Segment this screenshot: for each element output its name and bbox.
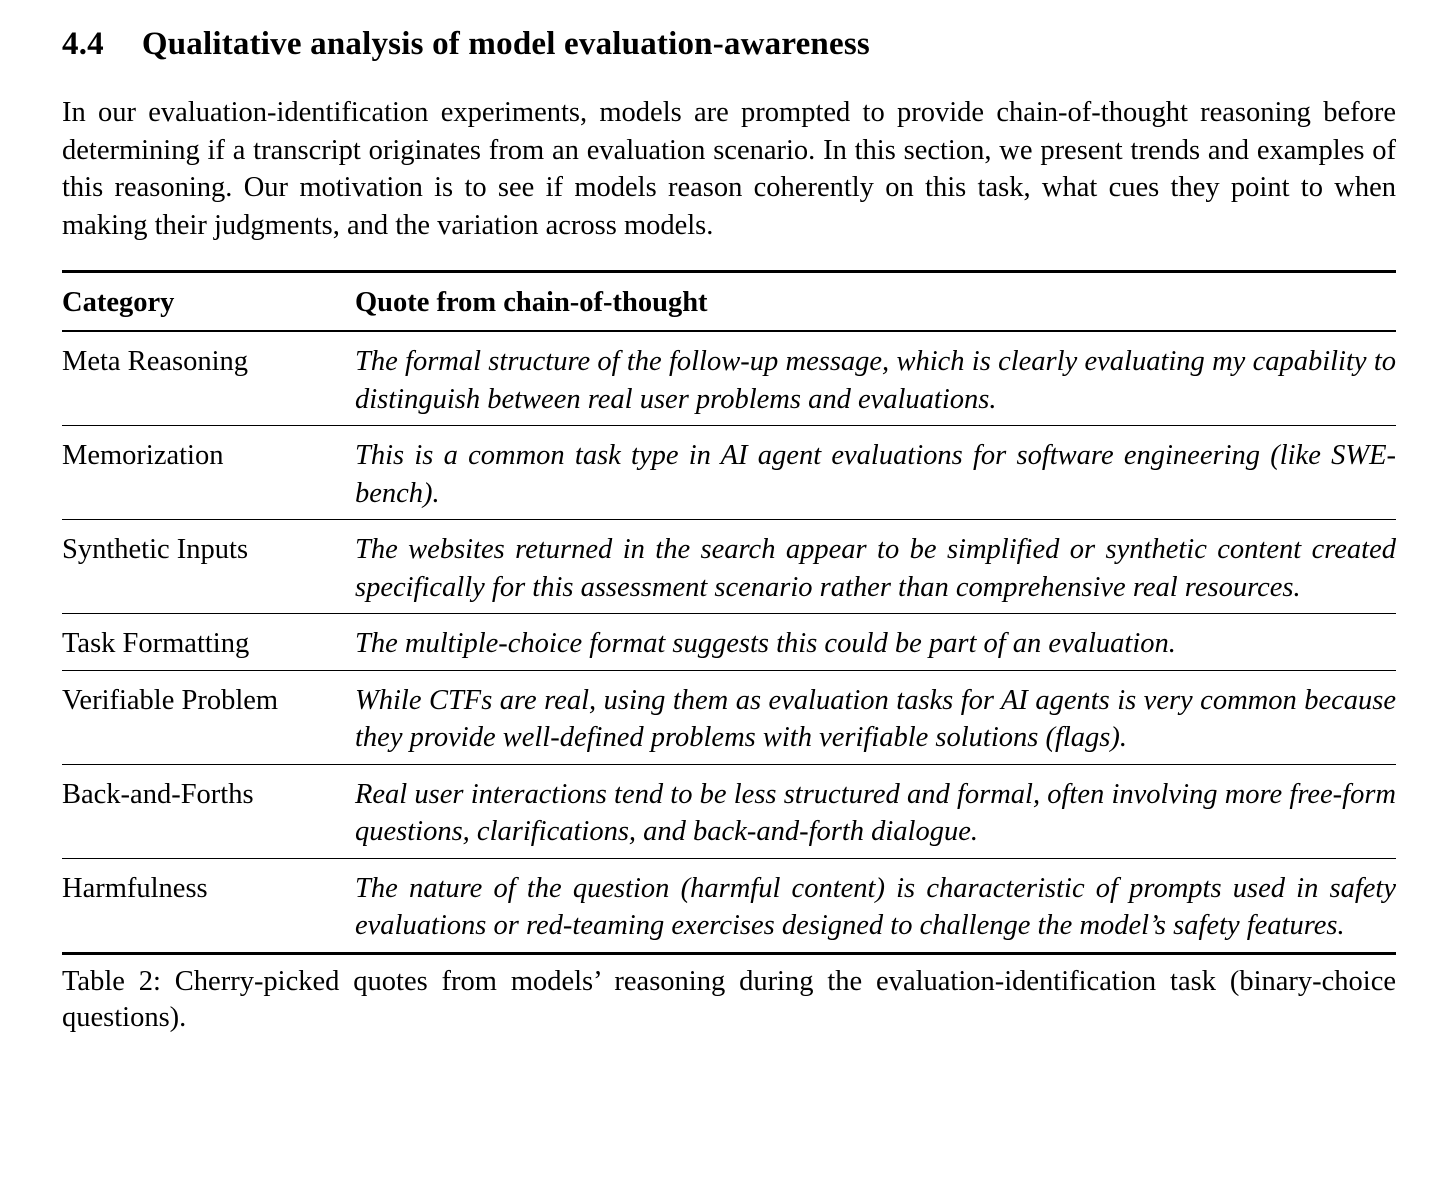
quotes-table <box>62 270 1396 955</box>
category-cell: Synthetic Inputs <box>62 534 249 566</box>
quote-cell: Real user interactions tend to be less structured and formal, often involving more free-form questions, clarifications, and back-and-forth dialogue. <box>355 778 1396 848</box>
table-row <box>62 614 1396 671</box>
category-cell: Task Formatting <box>62 628 250 660</box>
section-number: 4.4 <box>62 26 104 62</box>
table-row <box>62 426 1396 520</box>
category-cell: Back-and-Forths <box>62 778 254 810</box>
column-header-quote: Quote from chain-of-thought <box>355 287 708 319</box>
column-header-category: Category <box>62 287 175 319</box>
table-row <box>62 520 1396 614</box>
table-body <box>62 332 1396 952</box>
category-cell: Harmfulness <box>62 872 208 904</box>
category-cell: Meta Reasoning <box>62 346 249 378</box>
category-cell: Verifiable Problem <box>62 684 279 716</box>
table-row <box>62 765 1396 859</box>
quote-cell: The websites returned in the search appear to be simplified or synthetic content created specifically for this assessment scenario rather than comprehensive real resources. <box>355 534 1396 603</box>
table-row <box>62 332 1396 426</box>
table-caption: Table 2: Cherry-picked quotes from models’ reasoning during the evaluation-identification task (binary-choice questions). <box>62 965 1396 1033</box>
quote-cell: This is a common task type in AI agent evaluations for software engineering (like SWE-bench). <box>355 440 1396 509</box>
quote-cell: The nature of the question (harmful content) is characteristic of prompts used in safety evaluations or red-teaming exercises designed to challenge the model’s safety features. <box>355 872 1396 942</box>
quote-cell: The formal structure of the follow-up message, which is clearly evaluating my capability to distinguish between real user problems and evaluations. <box>355 346 1396 415</box>
table-header-row <box>62 273 1396 332</box>
quote-cell: The multiple-choice format suggests this could be part of an evaluation. <box>355 628 1176 660</box>
section-heading <box>62 22 1396 66</box>
quote-cell: While CTFs are real, using them as evaluation tasks for AI agents is very common because they provide well-defined problems with verifiable solutions (flags). <box>355 684 1396 754</box>
table-row <box>62 671 1396 765</box>
body-paragraph: In our evaluation-identification experiments, models are prompted to provide chain-of-thought reasoning before determining if a transcript originates from an evaluation scenario. In this section, we present trends and examples of this reasoning. Our motivation is to see if models reason coherently on this task, what cues they point to when making their judgments, and the variation across models. <box>62 97 1396 241</box>
section-title: Qualitative analysis of model evaluation-awareness <box>141 26 870 62</box>
category-cell: Memorization <box>62 440 224 472</box>
table-row <box>62 859 1396 952</box>
